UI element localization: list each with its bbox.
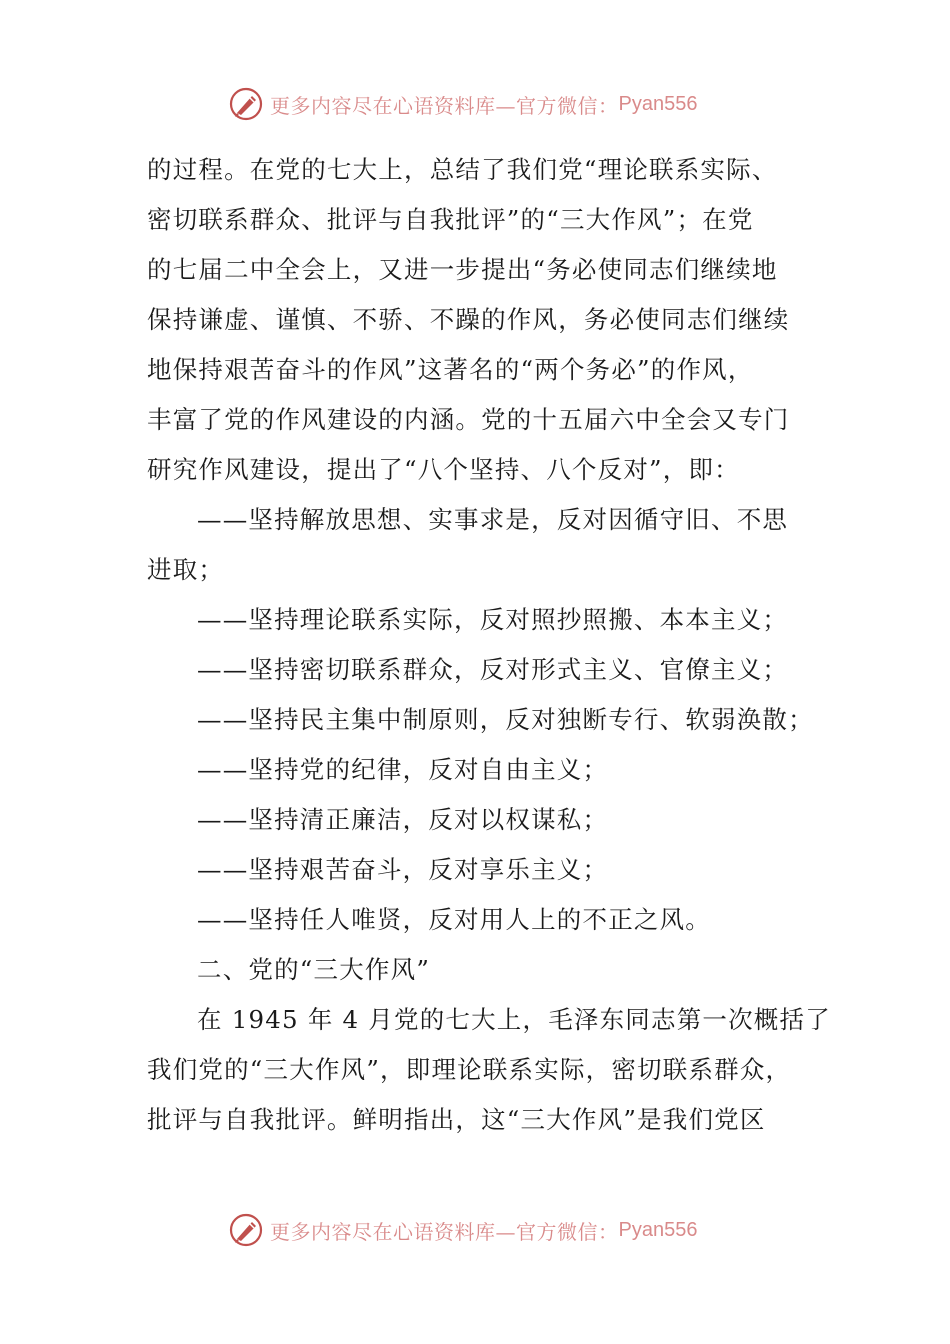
text-line: 的过程。在党的七大上，总结了我们党“理论联系实际、 <box>147 155 778 184</box>
list-item: ——坚持党的纪律，反对自由主义； <box>197 755 609 784</box>
header-watermark-banner <box>228 84 697 124</box>
pen-nib-logo-icon <box>228 86 264 122</box>
header-wechat-id: Pyan556 <box>618 92 698 115</box>
text-line: 进取； <box>147 555 225 584</box>
text-line: 地保持艰苦奋斗的作风”这著名的“两个务必”的作风， <box>147 355 754 384</box>
text-line: 批评与自我批评。鲜明指出，这“三大作风”是我们党区 <box>147 1105 766 1134</box>
list-item: ——坚持任人唯贤，反对用人上的不正之风。 <box>197 905 711 934</box>
list-item: ——坚持民主集中制原则，反对独断专行、软弱涣散； <box>197 705 814 734</box>
list-item: ——坚持理论联系实际，反对照抄照搬、本本主义； <box>197 605 789 634</box>
list-item: ——坚持清正廉洁，反对以权谋私； <box>197 805 609 834</box>
footer-banner-text: 更多内容尽在心语资料库—官方微信： <box>270 1219 619 1244</box>
pen-nib-logo-icon <box>228 1212 264 1248</box>
list-item: ——坚持解放思想、实事求是，反对因循守旧、不思 <box>197 505 789 534</box>
text-line: 丰富了党的作风建设的内涵。党的十五届六中全会又专门 <box>147 405 790 434</box>
footer-watermark-banner <box>228 1210 697 1250</box>
document-body <box>147 145 831 1145</box>
text-line: 保持谦虚、谨慎、不骄、不躁的作风，务必使同志们继续 <box>147 305 790 334</box>
section-heading: 二、党的“三大作风” <box>197 955 431 984</box>
text-line: 密切联系群众、批评与自我批评”的“三大作风”；在党 <box>147 205 754 234</box>
footer-wechat-id: Pyan556 <box>618 1218 698 1241</box>
paragraph-start: 在 1945 年 4 月党的七大上，毛泽东同志第一次概括了 <box>197 1005 831 1034</box>
list-item: ——坚持艰苦奋斗，反对享乐主义； <box>197 855 609 884</box>
text-line: 研究作风建设，提出了“八个坚持、八个反对”，即： <box>147 455 740 484</box>
header-banner-text: 更多内容尽在心语资料库—官方微信： <box>270 93 619 118</box>
text-line: 的七届二中全会上，又进一步提出“务必使同志们继续地 <box>147 255 778 284</box>
list-item: ——坚持密切联系群众，反对形式主义、官僚主义； <box>197 655 789 684</box>
text-line: 我们党的“三大作风”，即理论联系实际，密切联系群众， <box>147 1055 792 1084</box>
